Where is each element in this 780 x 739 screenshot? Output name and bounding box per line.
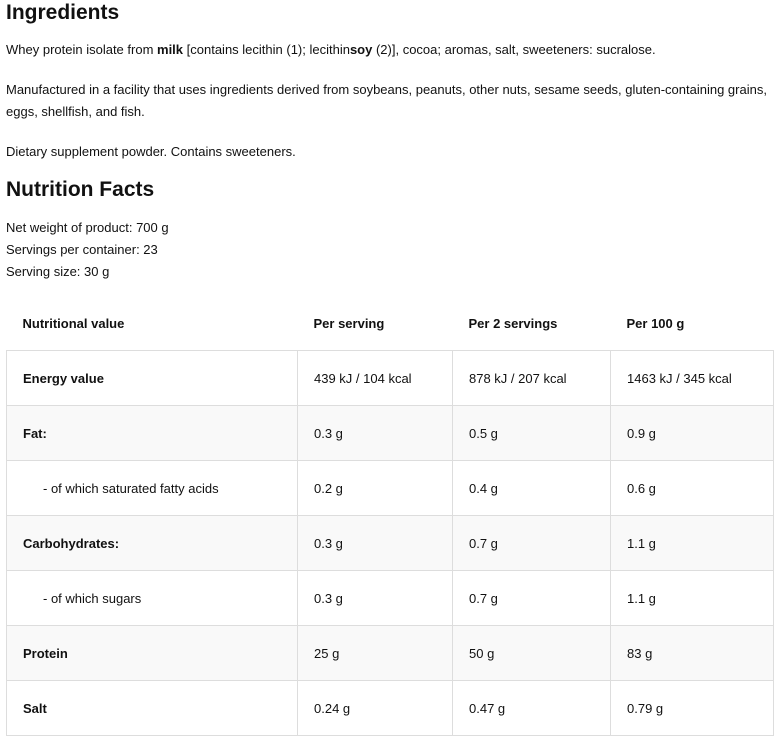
nutrient-value: 0.3 g: [298, 516, 453, 571]
nutrient-value: 0.6 g: [611, 461, 774, 516]
nutrient-value: 0.3 g: [298, 571, 453, 626]
table-row: [7, 461, 774, 516]
nutrient-value: 50 g: [453, 626, 611, 681]
allergen-soy: soy: [349, 42, 373, 57]
ingredients-heading: Ingredients: [6, 1, 120, 24]
nutrient-value: 83 g: [611, 626, 774, 681]
table-header: [7, 297, 774, 351]
supplement-statement: Dietary supplement powder. Contains sweeteners.: [6, 144, 296, 159]
table-row: [7, 571, 774, 626]
table-row: [7, 626, 774, 681]
nutrient-value: 1.1 g: [611, 516, 774, 571]
ingredients-text-a: Whey protein isolate from: [6, 42, 158, 57]
ingredients-text-c: (2)], cocoa; aromas, salt, sweeteners: sucralose.: [372, 42, 656, 57]
header-per-100g: Per 100 g: [626, 316, 685, 331]
net-weight: Net weight of product: 700 g: [6, 220, 169, 235]
nutrient-value: 0.7 g: [453, 571, 611, 626]
servings-per-container: Servings per container: 23: [6, 242, 158, 257]
nutrient-value: 878 kJ / 207 kcal: [453, 351, 611, 406]
nutrient-value: 0.7 g: [453, 516, 611, 571]
nutrient-value: 25 g: [298, 626, 453, 681]
nutrient-name: Salt: [7, 681, 298, 736]
nutrient-value: 0.9 g: [611, 406, 774, 461]
serving-size: Serving size: 30 g: [6, 264, 110, 279]
table-row: [7, 516, 774, 571]
nutrition-table: [6, 297, 774, 736]
nutrient-value: 0.24 g: [298, 681, 453, 736]
nutrient-value: 439 kJ / 104 kcal: [298, 351, 453, 406]
nutrient-name: - of which sugars: [7, 571, 298, 626]
nutrient-value: 1463 kJ / 345 kcal: [611, 351, 774, 406]
allergen-milk: milk: [157, 42, 184, 57]
header-per-serving: Per serving: [313, 316, 385, 331]
nutrient-name: Protein: [7, 626, 298, 681]
ingredients-text: [6, 39, 774, 61]
nutrient-name: Carbohydrates:: [7, 516, 298, 571]
allergen-statement: Manufactured in a facility that uses ingredients derived from soybeans, peanuts, other nuts, sesame seeds, gluten-containing grains, eggs, shellfish, and fish.: [6, 82, 767, 119]
table-row: [7, 406, 774, 461]
table-row: [7, 681, 774, 736]
ingredients-text-b: [contains lecithin (1); lecithin: [183, 42, 350, 57]
nutrient-name: Fat:: [7, 406, 298, 461]
header-nutritional-value: Nutritional value: [22, 316, 125, 331]
nutrient-value: 0.5 g: [453, 406, 611, 461]
table-row: [7, 351, 774, 406]
nutrient-value: 1.1 g: [611, 571, 774, 626]
nutrient-name: - of which saturated fatty acids: [7, 461, 298, 516]
nutrient-value: 0.3 g: [298, 406, 453, 461]
nutrient-name: Energy value: [7, 351, 298, 406]
nutrient-value: 0.79 g: [611, 681, 774, 736]
header-per-2-servings: Per 2 servings: [468, 316, 558, 331]
nutrient-value: 0.2 g: [298, 461, 453, 516]
nutrient-value: 0.4 g: [453, 461, 611, 516]
nutrient-value: 0.47 g: [453, 681, 611, 736]
nutrition-heading: Nutrition Facts: [6, 178, 155, 201]
